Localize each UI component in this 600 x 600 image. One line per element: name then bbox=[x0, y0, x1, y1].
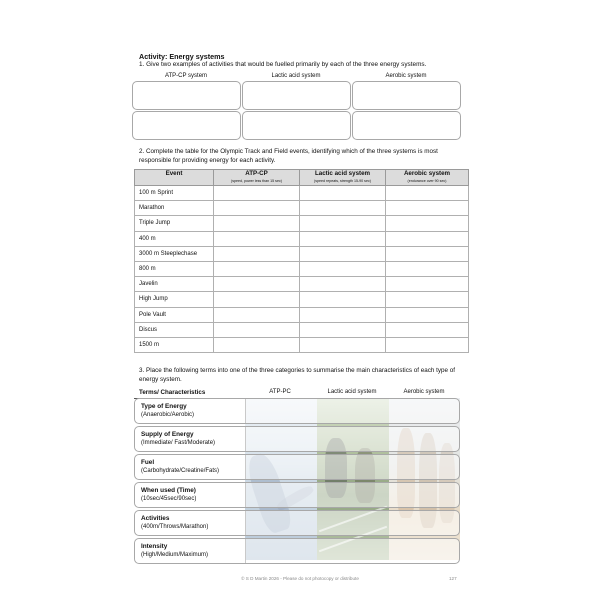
atp-cp-cell[interactable] bbox=[214, 337, 300, 352]
system-header-aerobic: Aerobic system bbox=[385, 73, 427, 79]
lactic-cell[interactable] bbox=[300, 307, 386, 322]
atp-cp-cell[interactable] bbox=[214, 186, 300, 201]
table-row bbox=[135, 277, 469, 292]
atp-cp-cell[interactable] bbox=[214, 261, 300, 276]
aerobic-cell[interactable] bbox=[386, 307, 469, 322]
term-row-supply-of-energy bbox=[134, 426, 460, 452]
aerobic-cell[interactable] bbox=[386, 186, 469, 201]
table-row bbox=[135, 261, 469, 276]
events-table bbox=[134, 169, 469, 353]
event-cell: 1500 m bbox=[135, 337, 214, 352]
answer-box-aerobic-1[interactable] bbox=[352, 81, 461, 110]
table-row bbox=[135, 246, 469, 261]
term-title: When used (Time) bbox=[141, 487, 196, 494]
term-row-fuel bbox=[134, 454, 460, 480]
answer-box-atp-cp-1[interactable] bbox=[132, 81, 241, 110]
event-cell: Marathon bbox=[135, 201, 214, 216]
term-title: Intensity bbox=[141, 543, 168, 550]
question-1: 1. Give two examples of activities that would be fuelled primarily by each of the three energy systems. bbox=[139, 61, 427, 68]
event-cell: Javelin bbox=[135, 277, 214, 292]
lactic-cell[interactable] bbox=[300, 186, 386, 201]
aerobic-cell[interactable] bbox=[386, 216, 469, 231]
atp-cp-cell[interactable] bbox=[214, 277, 300, 292]
category-header-aerobic: Aerobic system bbox=[403, 389, 445, 395]
page-number: 127 bbox=[449, 576, 457, 581]
terms-header: Terms/ Characteristics bbox=[139, 389, 206, 396]
header-lactic: Lactic acid system (speed repeats, strength 15-90 sec) bbox=[300, 170, 386, 186]
answer-box-aerobic-2[interactable] bbox=[352, 111, 461, 140]
event-cell: 3000 m Steeplechase bbox=[135, 246, 214, 261]
term-detail: (Immediate/ Fast/Moderate) bbox=[141, 440, 216, 446]
term-detail: (400m/Throws/Marathon) bbox=[141, 524, 209, 530]
aerobic-cell[interactable] bbox=[386, 261, 469, 276]
event-cell: 100 m Sprint bbox=[135, 186, 214, 201]
header-event: Event bbox=[135, 170, 214, 186]
atp-cp-cell[interactable] bbox=[214, 231, 300, 246]
table-row bbox=[135, 292, 469, 307]
table-row bbox=[135, 307, 469, 322]
event-cell: High Jump bbox=[135, 292, 214, 307]
header-aerobic: Aerobic system (endurance over 90 sec) bbox=[386, 170, 469, 186]
event-cell: Pole Vault bbox=[135, 307, 214, 322]
lactic-cell[interactable] bbox=[300, 337, 386, 352]
atp-cp-cell[interactable] bbox=[214, 246, 300, 261]
table-row bbox=[135, 216, 469, 231]
table-row bbox=[135, 337, 469, 352]
lactic-cell[interactable] bbox=[300, 231, 386, 246]
lactic-cell[interactable] bbox=[300, 216, 386, 231]
aerobic-cell[interactable] bbox=[386, 201, 469, 216]
term-title: Fuel bbox=[141, 459, 155, 466]
event-cell: Discus bbox=[135, 322, 214, 337]
term-title: Type of Energy bbox=[141, 403, 187, 410]
category-header-atp-pc: ATP-PC bbox=[269, 389, 291, 395]
aerobic-cell[interactable] bbox=[386, 337, 469, 352]
atp-cp-cell[interactable] bbox=[214, 322, 300, 337]
atp-cp-cell[interactable] bbox=[214, 307, 300, 322]
question-3: 3. Place the following terms into one of the three categories to summarise the main characteristics of each type of energy system. bbox=[139, 367, 456, 383]
table-row bbox=[135, 186, 469, 201]
atp-cp-cell[interactable] bbox=[214, 201, 300, 216]
system-header-atp-cp: ATP-CP system bbox=[164, 73, 208, 79]
answer-box-lactic-1[interactable] bbox=[242, 81, 351, 110]
term-row-when-used bbox=[134, 482, 460, 508]
term-detail: (10sec/45sec/90sec) bbox=[141, 496, 197, 502]
aerobic-cell[interactable] bbox=[386, 246, 469, 261]
header-atp-cp: ATP-CP (speed, power less than 15 sec) bbox=[214, 170, 300, 186]
term-row-activities bbox=[134, 510, 460, 536]
term-title: Activities bbox=[141, 515, 170, 522]
copyright-footer: © S D Martin 2026 - Please do not photocopy or distribute bbox=[241, 576, 359, 581]
aerobic-cell[interactable] bbox=[386, 322, 469, 337]
term-detail: (Anaerobic/Aerobic) bbox=[141, 412, 195, 418]
answer-box-lactic-2[interactable] bbox=[242, 111, 351, 140]
system-header-lactic: Lactic acid system bbox=[271, 73, 321, 79]
aerobic-cell[interactable] bbox=[386, 231, 469, 246]
lactic-cell[interactable] bbox=[300, 322, 386, 337]
table-row bbox=[135, 231, 469, 246]
event-cell: 800 m bbox=[135, 261, 214, 276]
atp-cp-cell[interactable] bbox=[214, 216, 300, 231]
term-detail: (High/Medium/Maximum) bbox=[141, 552, 209, 558]
term-row-intensity bbox=[134, 538, 460, 564]
answer-box-atp-cp-2[interactable] bbox=[132, 111, 241, 140]
term-title: Supply of Energy bbox=[141, 431, 194, 438]
event-cell: Triple Jump bbox=[135, 216, 214, 231]
event-cell: 400 m bbox=[135, 231, 214, 246]
question-2: 2. Complete the table for the Olympic Track and Field events, identifying which of the three systems is most responsible for providing energy for each activity. bbox=[139, 148, 438, 164]
lactic-cell[interactable] bbox=[300, 246, 386, 261]
table-row bbox=[135, 322, 469, 337]
lactic-cell[interactable] bbox=[300, 277, 386, 292]
activity-heading: Activity: Energy systems bbox=[139, 52, 225, 61]
category-header-lactic: Lactic acid system bbox=[327, 389, 377, 395]
atp-cp-cell[interactable] bbox=[214, 292, 300, 307]
events-table-header bbox=[135, 170, 469, 186]
lactic-cell[interactable] bbox=[300, 261, 386, 276]
term-detail: (Carbohydrate/Creatine/Fats) bbox=[141, 468, 220, 474]
lactic-cell[interactable] bbox=[300, 201, 386, 216]
term-row-type-of-energy bbox=[134, 398, 460, 424]
aerobic-cell[interactable] bbox=[386, 292, 469, 307]
table-row bbox=[135, 201, 469, 216]
aerobic-cell[interactable] bbox=[386, 277, 469, 292]
lactic-cell[interactable] bbox=[300, 292, 386, 307]
